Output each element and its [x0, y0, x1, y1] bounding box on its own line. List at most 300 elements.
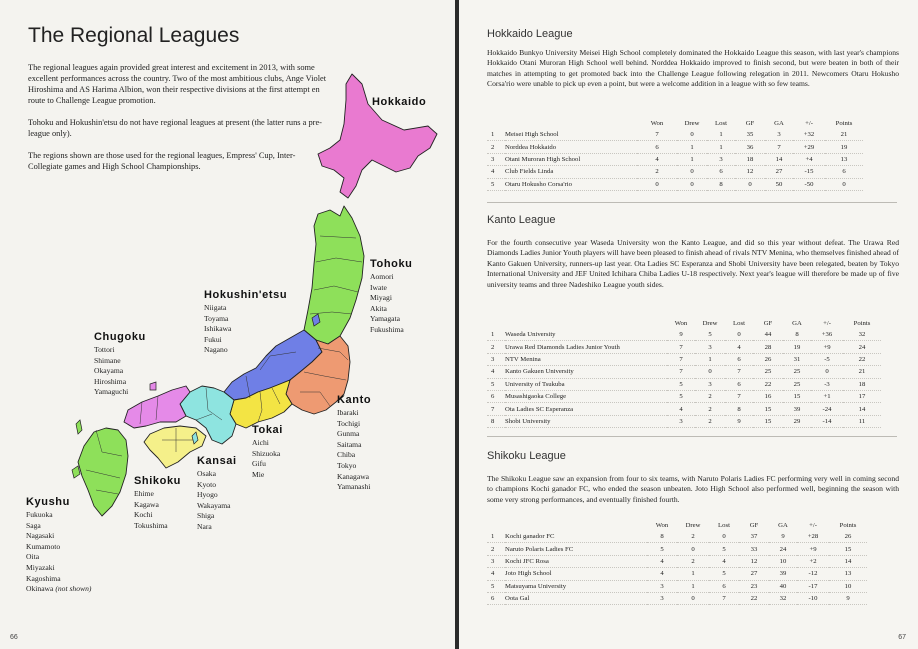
- stat-cell: +36: [811, 329, 843, 341]
- region-name-tokai: Tokai: [252, 424, 283, 436]
- stat-cell: 9: [769, 531, 797, 543]
- prefecture-list-chugoku: [94, 345, 128, 398]
- stat-cell: 2: [677, 555, 709, 567]
- col-header: Lost: [715, 120, 727, 127]
- prefecture-name: Okayama: [94, 366, 124, 376]
- league-table-shikoku: [487, 520, 867, 605]
- position-cell: 8: [487, 415, 505, 427]
- position-cell: 3: [487, 353, 505, 365]
- stat-cell: 27: [765, 166, 793, 178]
- team-cell: Meisei High School: [505, 129, 637, 141]
- position-cell: 5: [487, 378, 505, 390]
- col-header: Drew: [702, 320, 718, 327]
- position-cell: 6: [487, 390, 505, 402]
- stat-cell: 14: [843, 403, 881, 415]
- stat-cell: -14: [811, 415, 843, 427]
- position-cell: 7: [487, 403, 505, 415]
- position-cell: 2: [487, 341, 505, 353]
- stat-cell: 3: [707, 153, 735, 165]
- table-row: [487, 366, 881, 378]
- stat-cell: 9: [725, 415, 753, 427]
- island-tsushima: [76, 420, 82, 434]
- stat-cell: 22: [753, 378, 783, 390]
- col-header: +/-: [823, 320, 831, 327]
- prefecture-name: Hyogo: [197, 490, 218, 500]
- col-header: Won: [655, 522, 669, 529]
- stat-cell: 4: [647, 555, 677, 567]
- prefecture-name: Gifu: [252, 459, 266, 469]
- region-name-shikoku: Shikoku: [134, 475, 181, 487]
- prefecture-name: Kumamoto: [26, 541, 61, 551]
- col-header: GF: [763, 320, 773, 327]
- stat-cell: 8: [725, 403, 753, 415]
- stat-cell: 10: [769, 555, 797, 567]
- page-number-left: 66: [10, 634, 18, 641]
- stat-cell: 13: [825, 153, 863, 165]
- stat-cell: -3: [811, 378, 843, 390]
- stat-cell: 7: [725, 390, 753, 402]
- prefecture-name: Tochigi: [337, 418, 361, 428]
- col-header: Points: [853, 320, 871, 327]
- stat-cell: 24: [843, 341, 881, 353]
- team-cell: Matsuyama University: [505, 580, 647, 592]
- stat-cell: +9: [797, 543, 829, 555]
- table-row: [487, 166, 863, 178]
- stat-cell: 2: [695, 415, 725, 427]
- team-cell: Musashigaoka College: [505, 390, 667, 402]
- prefecture-name: Fukuoka: [26, 510, 53, 519]
- stat-cell: 6: [725, 378, 753, 390]
- prefecture-list-tohoku: [370, 272, 404, 336]
- stat-cell: 22: [739, 592, 769, 604]
- stat-cell: 22: [843, 353, 881, 365]
- stat-cell: 0: [735, 178, 765, 190]
- region-name-tohoku: Tohoku: [370, 258, 413, 270]
- stat-cell: 31: [783, 353, 811, 365]
- stat-cell: 32: [843, 329, 881, 341]
- stat-cell: +28: [797, 531, 829, 543]
- stat-cell: 39: [783, 403, 811, 415]
- stat-cell: 6: [709, 580, 739, 592]
- stat-cell: 5: [647, 543, 677, 555]
- stat-cell: 6: [825, 166, 863, 178]
- prefecture-name: Mie: [252, 469, 265, 479]
- intro-paragraph: Tohoku and Hokushin'etsu do not have regional leagues at present (the latter runs a pre-league only).: [28, 118, 322, 138]
- prefecture-name: Hiroshima: [94, 376, 127, 386]
- team-cell: Otaru Hokusho Corsa'rio: [505, 178, 637, 190]
- table-row: [487, 580, 867, 592]
- stat-cell: -24: [811, 403, 843, 415]
- col-header: Drew: [685, 522, 701, 529]
- team-cell: Waseda University: [505, 329, 667, 341]
- stat-cell: 3: [647, 580, 677, 592]
- stat-cell: 33: [739, 543, 769, 555]
- stat-cell: 15: [753, 403, 783, 415]
- page-title: The Regional Leagues: [28, 24, 240, 47]
- stat-cell: 39: [769, 568, 797, 580]
- stat-cell: 1: [677, 580, 709, 592]
- col-header: Lost: [733, 320, 745, 327]
- stat-cell: 36: [735, 141, 765, 153]
- island-goto: [72, 466, 80, 478]
- stat-cell: 5: [709, 543, 739, 555]
- stat-cell: 44: [753, 329, 783, 341]
- stat-cell: 0: [695, 366, 725, 378]
- stat-cell: 2: [637, 166, 677, 178]
- stat-cell: 21: [843, 366, 881, 378]
- stat-cell: 3: [647, 592, 677, 604]
- stat-cell: 5: [667, 378, 695, 390]
- prefecture-name: Shimane: [94, 355, 121, 365]
- stat-cell: 12: [739, 555, 769, 567]
- prefecture-name: Miyagi: [370, 293, 392, 303]
- position-cell: 3: [487, 555, 505, 567]
- prefecture-name: Chiba: [337, 450, 356, 460]
- section-divider: [487, 436, 897, 437]
- prefecture-name: Aomori: [370, 272, 394, 281]
- stat-cell: 50: [765, 178, 793, 190]
- stat-cell: 3: [667, 415, 695, 427]
- league-text-shikoku: The Shikoku League saw an expansion from four to six teams, with Naruto Polaris Ladies FC performing very well in coming second to champions Kochi ganador FC, who ended the season unbeaten. Joto High School also performed well, beginning the season with some very strong performances, and eventually finished fourth.: [487, 474, 899, 504]
- table-body: [487, 329, 881, 428]
- stat-cell: 0: [825, 178, 863, 190]
- prefecture-name: Yamagata: [370, 314, 401, 324]
- table-header: [487, 118, 863, 129]
- stat-cell: 3: [765, 129, 793, 141]
- prefecture-name: Wakayama: [197, 500, 231, 510]
- stat-cell: 7: [667, 341, 695, 353]
- stat-cell: +9: [811, 341, 843, 353]
- col-header: +/-: [809, 522, 817, 529]
- table-row: [487, 390, 881, 402]
- stat-cell: 13: [829, 568, 867, 580]
- prefecture-name: Osaka: [197, 469, 216, 478]
- stat-cell: 14: [765, 153, 793, 165]
- prefecture-name: Kagoshima: [26, 573, 61, 583]
- stat-cell: 7: [709, 592, 739, 604]
- table-row: [487, 353, 881, 365]
- table-row: [487, 178, 863, 190]
- stat-cell: 6: [637, 141, 677, 153]
- stat-cell: 5: [667, 390, 695, 402]
- stat-cell: 3: [695, 378, 725, 390]
- stat-cell: 7: [765, 141, 793, 153]
- table-row: [487, 531, 867, 543]
- stat-cell: 1: [677, 153, 707, 165]
- stat-cell: 23: [739, 580, 769, 592]
- stat-cell: 32: [769, 592, 797, 604]
- prefecture-name: Iwate: [370, 282, 387, 292]
- team-cell: NTV Menina: [505, 353, 667, 365]
- stat-cell: 19: [825, 141, 863, 153]
- position-cell: 2: [487, 141, 505, 153]
- prefecture-name: Miyazaki: [26, 562, 55, 572]
- stat-cell: 0: [677, 129, 707, 141]
- stat-cell: -5: [811, 353, 843, 365]
- stat-cell: 7: [667, 353, 695, 365]
- position-cell: 4: [487, 568, 505, 580]
- stat-cell: 21: [825, 129, 863, 141]
- stat-cell: 15: [829, 543, 867, 555]
- team-cell: Otani Muroran High School: [505, 153, 637, 165]
- position-cell: 1: [487, 129, 505, 141]
- stat-cell: 2: [695, 403, 725, 415]
- stat-cell: 16: [753, 390, 783, 402]
- stat-cell: 7: [725, 366, 753, 378]
- stat-cell: 3: [695, 341, 725, 353]
- team-cell: Joto High School: [505, 568, 647, 580]
- position-cell: 5: [487, 178, 505, 190]
- table-row: [487, 555, 867, 567]
- team-cell: Kanto Gakuen University: [505, 366, 667, 378]
- stat-cell: 6: [725, 353, 753, 365]
- stat-cell: 0: [725, 329, 753, 341]
- stat-cell: 4: [709, 555, 739, 567]
- stat-cell: 7: [667, 366, 695, 378]
- prefecture-name: Okinawa: [26, 584, 54, 594]
- region-name-kansai: Kansai: [197, 455, 237, 467]
- col-header: GA: [792, 320, 802, 327]
- stat-cell: +1: [811, 390, 843, 402]
- team-cell: Club Fields Linda: [505, 166, 637, 178]
- stat-cell: 17: [843, 390, 881, 402]
- stat-cell: 4: [725, 341, 753, 353]
- stat-cell: -50: [793, 178, 825, 190]
- col-header: Points: [835, 120, 853, 127]
- col-header: GA: [774, 120, 784, 127]
- prefecture-name: Akita: [370, 303, 387, 313]
- prefecture-name: Yamaguchi: [94, 387, 129, 397]
- region-name-chugoku: Chugoku: [94, 331, 146, 343]
- team-cell: Ota Ladies SC Esperanza: [505, 403, 667, 415]
- prefecture-name: Ehime: [134, 489, 154, 498]
- col-header: GF: [749, 522, 759, 529]
- col-header: Lost: [718, 522, 730, 529]
- stat-cell: 15: [753, 415, 783, 427]
- stat-cell: 1: [695, 353, 725, 365]
- position-cell: 6: [487, 592, 505, 604]
- team-cell: Shobi University: [505, 415, 667, 427]
- map-region-hokkaido: [318, 74, 437, 198]
- stat-cell: 1: [707, 141, 735, 153]
- stat-cell: 0: [637, 178, 677, 190]
- prefecture-name: Yamanashi: [337, 482, 371, 492]
- league-table-kanto: [487, 318, 881, 428]
- stat-cell: 5: [709, 568, 739, 580]
- prefecture-name: Tokushima: [134, 520, 168, 530]
- stat-cell: +4: [793, 153, 825, 165]
- stat-cell: 5: [695, 329, 725, 341]
- region-name-kanto: Kanto: [337, 394, 372, 406]
- stat-cell: 37: [739, 531, 769, 543]
- prefecture-name: Kyoto: [197, 479, 216, 489]
- right-page: [459, 0, 918, 649]
- stat-cell: 1: [707, 129, 735, 141]
- prefecture-name: Nagasaki: [26, 531, 55, 541]
- prefecture-list-tokai: [252, 438, 280, 480]
- stat-cell: 29: [783, 415, 811, 427]
- league-table-hokkaido: [487, 118, 863, 191]
- stat-cell: -17: [797, 580, 829, 592]
- table-row: [487, 378, 881, 390]
- not-shown-note: (not shown): [55, 584, 92, 594]
- prefecture-list-hokushinetsu: [204, 303, 231, 356]
- table-body: [487, 129, 863, 190]
- position-cell: 4: [487, 366, 505, 378]
- prefecture-name: Fukui: [204, 334, 222, 344]
- stat-cell: 12: [735, 166, 765, 178]
- table-row: [487, 153, 863, 165]
- section-divider: [487, 202, 897, 203]
- stat-cell: 26: [753, 353, 783, 365]
- page-number-right: 67: [898, 634, 906, 641]
- table-row: [487, 543, 867, 555]
- league-text-hokkaido: Hokkaido Bunkyo University Meisei High School completely dominated the Hokkaido League this season, with last year's champions Hokkaido Otani Muroran High School well behind. Norddea Hokkaido improved to finish second, but were beaten in both of their matches in attempting to get promoted back into the Challenge League following relegation in 2011. Newcomers Otaru Hokusho Corsa'rio were unable to pick up even a point, but were a welcome addition in a league with so few teams.: [487, 48, 899, 89]
- stat-cell: 0: [677, 166, 707, 178]
- stat-cell: 0: [677, 592, 709, 604]
- prefecture-name: Shizuoka: [252, 448, 281, 458]
- intro-paragraph: The regional leagues again provided great interest and excitement in 2013, with some excellent performances across the country. Two of the most ambitious clubs, Ange Violet Hiroshima and AS Harima Albion, won their respective divisions at the first attempt en route to Challenge League promotion.: [28, 63, 327, 105]
- stat-cell: 8: [647, 531, 677, 543]
- league-title-hokkaido: Hokkaido League: [487, 28, 573, 40]
- col-header: GF: [745, 120, 755, 127]
- col-header: Points: [839, 522, 857, 529]
- stat-cell: 15: [783, 390, 811, 402]
- team-cell: Urawa Red Diamonds Ladies Junior Youth: [505, 341, 667, 353]
- table-header: [487, 318, 881, 329]
- stat-cell: 6: [707, 166, 735, 178]
- prefecture-name: Fukushima: [370, 324, 404, 334]
- stat-cell: 28: [753, 341, 783, 353]
- stat-cell: -15: [793, 166, 825, 178]
- stat-cell: 19: [783, 341, 811, 353]
- prefecture-list-kanto: [337, 408, 370, 493]
- table-body: [487, 531, 867, 605]
- stat-cell: -12: [797, 568, 829, 580]
- table-row: [487, 141, 863, 153]
- prefecture-name: Nara: [197, 521, 212, 531]
- map-region-kyushu: [78, 428, 128, 516]
- team-cell: Naruto Polaris Ladies FC: [505, 543, 647, 555]
- prefecture-list-shikoku: [134, 489, 168, 531]
- prefecture-name: Tokyo: [337, 460, 357, 470]
- prefecture-name: Nagano: [204, 345, 228, 355]
- league-text-kanto: For the fourth consecutive year Waseda University won the Kanto League, and did so this year without defeat. The Urawa Red Diamonds Ladies Junior Youth players will have been pleased to finish ahead of rivals NTV Menina, who themselves finished ahead of Kanto Gakuen University, runners-up last year. Ota Ladies SC Esperanza and Shobi University have been relegated, beaten by Tokyo International University and JEF United Ichihara Chiba Ladies U-18 respectively. Next year's league will therefore be made up of five university teams and three Nadeshiko League youth sides.: [487, 238, 899, 289]
- prefecture-name: Tottori: [94, 345, 115, 354]
- prefecture-name: Toyama: [204, 313, 229, 323]
- league-title-kanto: Kanto League: [487, 214, 556, 226]
- stat-cell: 4: [667, 403, 695, 415]
- prefecture-name: Niigata: [204, 303, 227, 312]
- stat-cell: 8: [707, 178, 735, 190]
- table-row: [487, 592, 867, 604]
- stat-cell: 2: [695, 390, 725, 402]
- league-title-shikoku: Shikoku League: [487, 450, 566, 462]
- stat-cell: 0: [677, 543, 709, 555]
- stat-cell: 7: [637, 129, 677, 141]
- stat-cell: 40: [769, 580, 797, 592]
- team-cell: Oota Gal: [505, 592, 647, 604]
- prefecture-name: Shiga: [197, 511, 215, 521]
- stat-cell: 10: [829, 580, 867, 592]
- stat-cell: +29: [793, 141, 825, 153]
- stat-cell: 25: [783, 366, 811, 378]
- prefecture-list-kyushu: [26, 510, 91, 595]
- stat-cell: 2: [677, 531, 709, 543]
- stat-cell: 8: [783, 329, 811, 341]
- stat-cell: -10: [797, 592, 829, 604]
- table-row: [487, 341, 881, 353]
- stat-cell: 26: [829, 531, 867, 543]
- stat-cell: 0: [709, 531, 739, 543]
- stat-cell: +32: [793, 129, 825, 141]
- table-row: [487, 129, 863, 141]
- stat-cell: 1: [677, 568, 709, 580]
- prefecture-name-okinawa: [26, 584, 91, 595]
- region-name-hokkaido: Hokkaido: [372, 96, 427, 108]
- position-cell: 5: [487, 580, 505, 592]
- prefecture-name: Oita: [26, 552, 40, 562]
- stat-cell: 18: [735, 153, 765, 165]
- stat-cell: 0: [677, 178, 707, 190]
- left-page: [0, 0, 455, 649]
- position-cell: 1: [487, 531, 505, 543]
- stat-cell: 11: [843, 415, 881, 427]
- prefecture-name: Aichi: [252, 438, 269, 447]
- prefecture-name: Saitama: [337, 439, 362, 449]
- stat-cell: 9: [667, 329, 695, 341]
- stat-cell: 4: [637, 153, 677, 165]
- stat-cell: 35: [735, 129, 765, 141]
- team-cell: Kochi JFC Rosa: [505, 555, 647, 567]
- table-row: [487, 403, 881, 415]
- team-cell: Norddea Hokkaido: [505, 141, 637, 153]
- position-cell: 1: [487, 329, 505, 341]
- col-header: Drew: [684, 120, 700, 127]
- stat-cell: 1: [677, 141, 707, 153]
- team-cell: University of Tsukuba: [505, 378, 667, 390]
- region-name-hokushinetsu: Hokushin'etsu: [204, 289, 288, 301]
- stat-cell: 24: [769, 543, 797, 555]
- stat-cell: 18: [843, 378, 881, 390]
- position-cell: 4: [487, 166, 505, 178]
- prefecture-name: Kagawa: [134, 499, 159, 509]
- table-row: [487, 415, 881, 427]
- position-cell: 2: [487, 543, 505, 555]
- stat-cell: 25: [753, 366, 783, 378]
- position-cell: 3: [487, 153, 505, 165]
- col-header: GA: [778, 522, 788, 529]
- stat-cell: +2: [797, 555, 829, 567]
- prefecture-name: Gunma: [337, 429, 360, 439]
- table-row: [487, 568, 867, 580]
- stat-cell: 9: [829, 592, 867, 604]
- table-header: [487, 520, 867, 531]
- col-header: +/-: [805, 120, 813, 127]
- prefecture-name: Kochi: [134, 510, 153, 520]
- team-cell: Kochi ganador FC: [505, 531, 647, 543]
- table-row: [487, 329, 881, 341]
- stat-cell: 14: [829, 555, 867, 567]
- prefecture-name: Ibaraki: [337, 408, 359, 417]
- col-header: Won: [650, 120, 664, 127]
- stat-cell: 4: [647, 568, 677, 580]
- prefecture-name: Saga: [26, 520, 41, 530]
- prefecture-name: Kanagawa: [337, 471, 370, 481]
- intro-paragraph: The regions shown are those used for the regional leagues, Empress' Cup, Inter-Collegiate games and High School Championships.: [28, 151, 296, 171]
- stat-cell: 25: [783, 378, 811, 390]
- col-header: Won: [674, 320, 688, 327]
